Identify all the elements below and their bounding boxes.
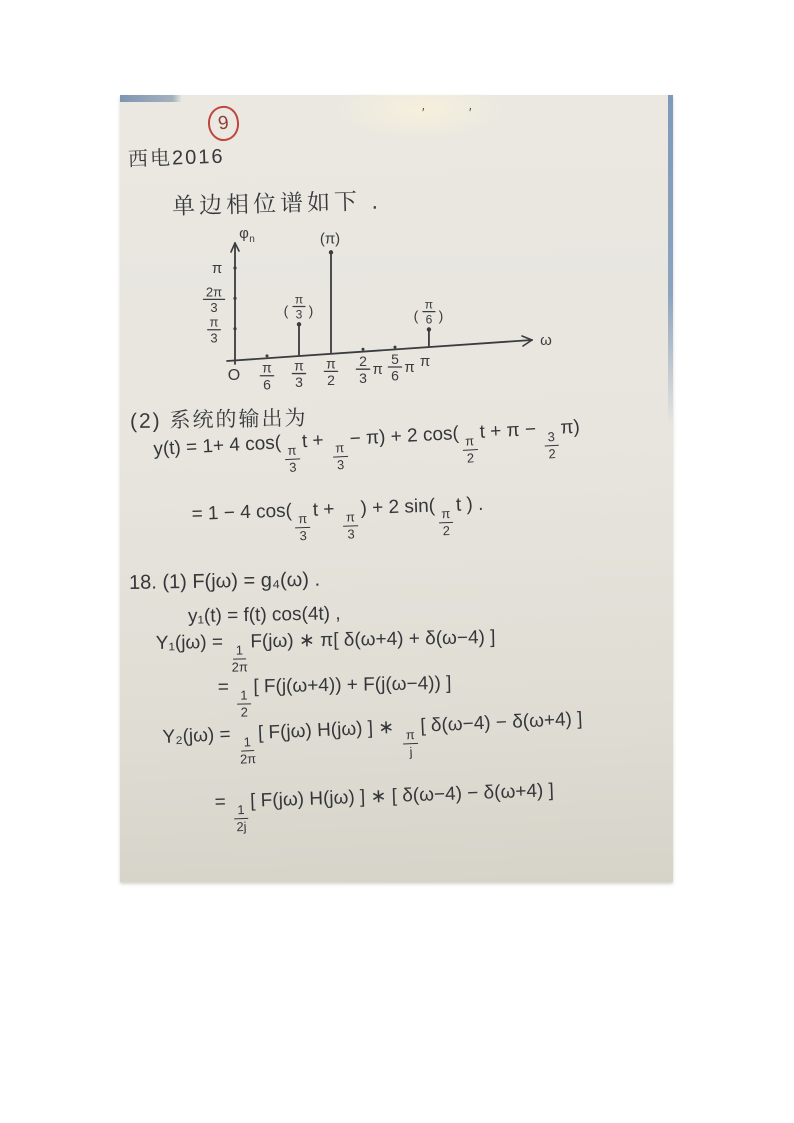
x-tick-label: 2 <box>359 353 367 370</box>
eq-text: y(t) = 1+ 4 cos( <box>152 432 282 461</box>
eq-fraction <box>295 512 311 543</box>
blue-edge-right <box>668 95 673 425</box>
y-tick-label: 3 <box>210 330 218 346</box>
fraction-numerator: π <box>403 728 419 744</box>
tick-suffix: π <box>372 361 383 379</box>
eq-fraction <box>237 689 251 719</box>
y-tick-label: π <box>211 260 223 277</box>
x-tick-label: π <box>419 352 431 370</box>
stray-pen-mark: ′ <box>469 105 472 120</box>
eq-text: Y₁(jω) = <box>155 631 229 654</box>
fraction-numerator: π <box>332 441 348 457</box>
stem-dot <box>329 250 333 254</box>
fraction-numerator: 3 <box>544 430 558 446</box>
stem-dot <box>427 327 431 331</box>
x-tick-label: π <box>262 359 272 376</box>
eq-text: = 1 − 4 cos( <box>191 500 293 526</box>
y-tick-label: 3 <box>210 300 218 316</box>
eq-text: [ F(jω) H(jω) ] ∗ <box>257 716 400 744</box>
equation-Y2-result <box>214 779 555 834</box>
fraction-denominator: 3 <box>336 456 345 473</box>
fraction-denominator: 2j <box>236 818 247 834</box>
axis-point <box>393 346 396 349</box>
eq-text: [ F(j(ω+4)) + F(j(ω−4)) ] <box>253 672 452 698</box>
stem-annotation: (π) <box>319 230 341 248</box>
eq-text: t + <box>312 498 341 521</box>
source-note: 西电2016 <box>127 145 225 171</box>
y-tick-dot <box>233 266 236 269</box>
fraction-numerator: π <box>462 434 478 450</box>
blue-edge-top-left <box>120 95 182 102</box>
fraction-denominator: 2 <box>548 445 557 461</box>
fraction-numerator: 1 <box>237 689 250 705</box>
stem-annotation-paren: ( <box>413 307 419 324</box>
y-tick-dot <box>233 327 236 330</box>
fraction-denominator: 2π <box>231 659 248 675</box>
fraction-numerator: π <box>438 507 453 523</box>
equation-output-2 <box>191 494 484 546</box>
tick-suffix: π <box>404 359 415 377</box>
eq-fraction <box>403 728 419 759</box>
equation-Y1-result <box>218 673 452 719</box>
x-tick-label: 6 <box>263 376 271 393</box>
stem-annotation: π <box>424 297 434 312</box>
x-axis-arrowhead <box>522 336 532 340</box>
eq-text: 18. (1) F(jω) = g₄(ω) . <box>128 568 321 594</box>
y-axis-label: φ <box>239 225 249 242</box>
equation-Y1-convolution <box>156 626 496 675</box>
eq-fraction <box>284 443 300 474</box>
equation-y1t <box>188 603 341 628</box>
eq-fraction <box>332 441 348 472</box>
phase-spectrum-svg <box>202 223 570 395</box>
x-tick-label: π <box>326 355 336 372</box>
fraction-denominator: 2π <box>239 750 257 767</box>
fraction-denominator: j <box>409 743 413 759</box>
eq-fraction <box>234 803 248 834</box>
eq-text: [ δ(ω−4) − δ(ω+4) ] <box>419 708 583 737</box>
fraction-denominator: 2 <box>466 449 475 466</box>
fraction-denominator: 3 <box>288 459 297 475</box>
eq-text: π) <box>559 416 581 439</box>
x-tick-label: 6 <box>391 367 399 384</box>
fraction-numerator: π <box>284 443 300 459</box>
section-2-heading: (2) 系统的输出为 <box>129 406 308 433</box>
stem-annotation-paren: ) <box>438 307 444 324</box>
x-tick-label: 3 <box>295 374 303 391</box>
eq-fraction <box>544 430 559 461</box>
eq-text: t ) . <box>455 493 484 516</box>
fraction-denominator: 3 <box>347 525 355 542</box>
eq-text: ) + 2 sin( <box>360 495 436 520</box>
y-tick-dot <box>233 297 236 300</box>
eq-fraction <box>343 510 359 541</box>
eq-fraction <box>438 507 454 538</box>
origin-label: O <box>227 367 241 384</box>
x-tick-label: π <box>294 357 304 374</box>
stem-dot <box>297 322 301 326</box>
x-tick-label: 5 <box>391 351 399 368</box>
eq-text: [ F(jω) H(jω) ] ∗ [ δ(ω−4) − δ(ω+4) ] <box>249 780 555 812</box>
phase-heading: 单边相位谱如下 . <box>171 187 383 219</box>
y-tick-label: 2π <box>205 284 223 300</box>
eq-fraction <box>239 735 256 766</box>
notebook-paper <box>120 95 673 882</box>
stem-annotation: 3 <box>295 307 303 322</box>
fraction-numerator: π <box>343 510 358 526</box>
phase-spectrum-figure <box>202 223 570 395</box>
eq-fraction <box>462 434 478 465</box>
stem-annotation: π <box>294 292 304 307</box>
eq-fraction <box>231 643 248 673</box>
x-tick-label: 3 <box>359 369 367 386</box>
fraction-numerator: π <box>295 512 310 528</box>
axis-point <box>362 348 365 351</box>
eq-text: − π) + 2 cos( <box>349 423 460 450</box>
grade-number: 9 <box>216 111 231 135</box>
fraction-numerator: 1 <box>233 644 246 660</box>
x-tick-label: 2 <box>327 371 335 388</box>
eq-text: F(jω) ∗ π[ δ(ω+4) + δ(ω−4) ] <box>250 627 496 653</box>
eq-text: = <box>217 676 235 698</box>
eq-text: t + <box>301 429 330 453</box>
fraction-denominator: 3 <box>299 527 308 543</box>
eq-text: = <box>214 791 232 813</box>
eq-text: t + π − <box>479 418 542 443</box>
eq-text: Y₂(jω) = <box>162 723 237 748</box>
fraction-denominator: 2 <box>240 704 248 720</box>
x-axis-label: ω <box>540 332 552 349</box>
fraction-denominator: 2 <box>442 522 451 538</box>
stem-annotation-paren: ) <box>308 302 314 319</box>
y-axis-label-sub: n <box>249 234 255 245</box>
axis-point <box>266 354 269 357</box>
fraction-numerator: 1 <box>234 803 248 819</box>
problem-18-heading <box>129 569 320 595</box>
fraction-numerator: 1 <box>240 735 254 751</box>
eq-text: y₁(t) = f(t) cos(4t) , <box>187 603 341 627</box>
y-tick-label: π <box>209 314 219 330</box>
grade-circle-mark <box>206 104 242 143</box>
stray-pen-mark: ′ <box>422 105 425 120</box>
x-axis <box>227 340 532 361</box>
stem-annotation-paren: ( <box>283 302 289 319</box>
stem-annotation: 6 <box>425 312 433 327</box>
